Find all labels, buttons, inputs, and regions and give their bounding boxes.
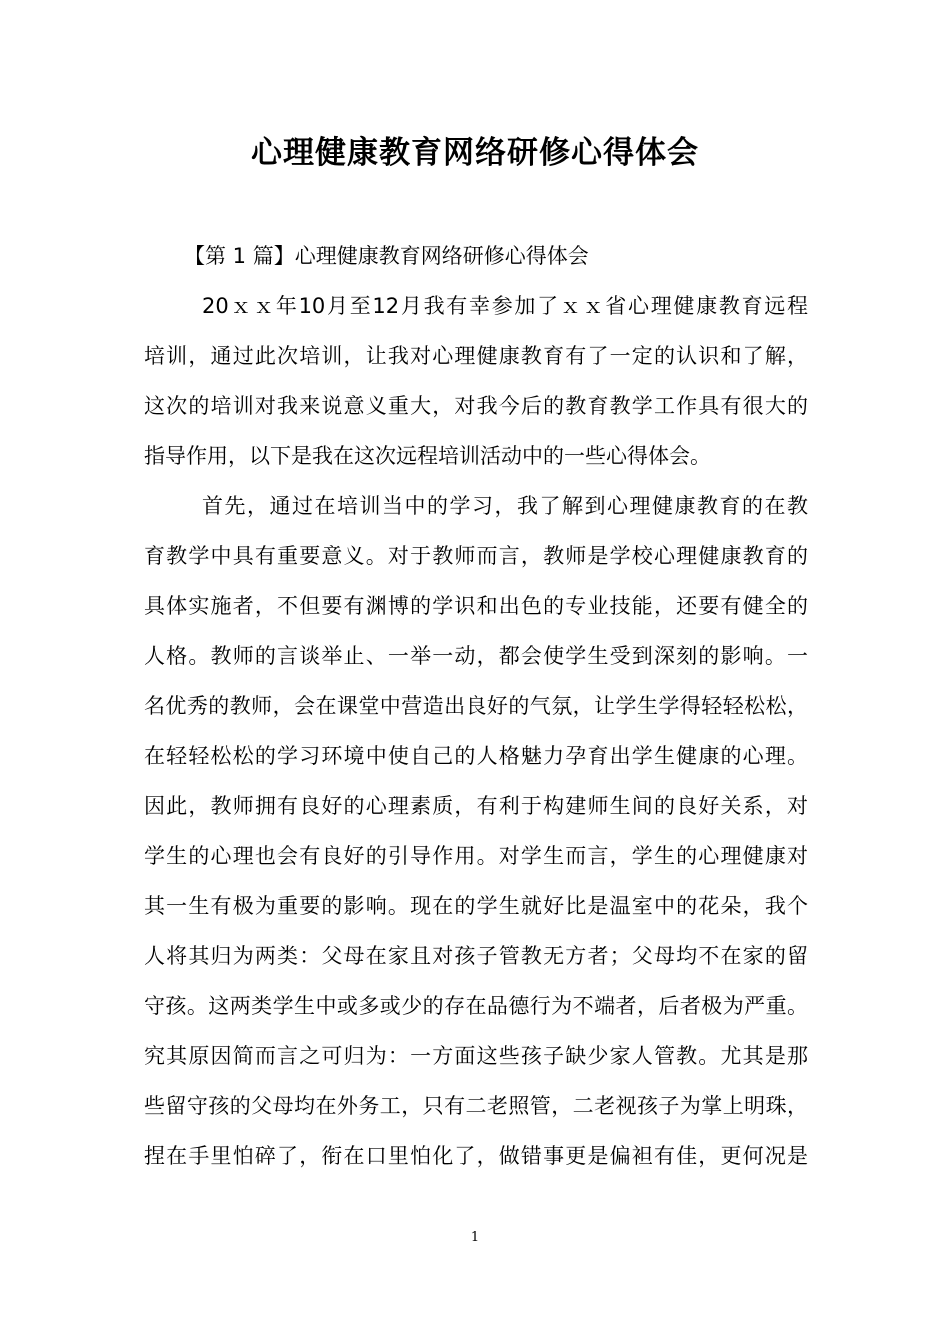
page-number: 1 <box>470 1230 480 1245</box>
paragraph-line: 具体实施者，不但要有渊博的学识和出色的专业技能，还要有健全的 <box>144 594 808 618</box>
document-body <box>144 231 808 1181</box>
paragraph-line: 指导作用，以下是我在这次远程培训活动中的一些心得体会。 <box>144 444 711 468</box>
paragraph-2 <box>144 481 808 1181</box>
paragraph-line: 些留守孩的父母均在外务工，只有二老照管，二老视孩子为掌上明珠， <box>144 1094 808 1118</box>
paragraph-line: 在轻轻松松的学习环境中使自己的人格魅力孕育出学生健康的心理。 <box>144 744 808 768</box>
paragraph-line: 培训，通过此次培训，让我对心理健康教育有了一定的认识和了解， <box>144 344 808 368</box>
paragraph-line: 这次的培训对我来说意义重大，对我今后的教育教学工作具有很大的 <box>144 394 808 418</box>
paragraph-1 <box>144 281 808 481</box>
paragraph-line: 育教学中具有重要意义。对于教师而言，教师是学校心理健康教育的 <box>144 544 808 568</box>
paragraph-line: 因此，教师拥有良好的心理素质，有利于构建师生间的良好关系，对 <box>144 794 808 818</box>
paragraph-line: 学生的心理也会有良好的引导作用。对学生而言，学生的心理健康对 <box>144 844 808 868</box>
paragraph-line: 捏在手里怕碎了，衔在口里怕化了，做错事更是偏袒有佳，更何况是 <box>144 1144 808 1168</box>
paragraph-line: 其一生有极为重要的影响。现在的学生就好比是温室中的花朵，我个 <box>144 894 808 918</box>
paragraph-line: 究其原因简而言之可归为：一方面这些孩子缺少家人管教。尤其是那 <box>144 1044 808 1068</box>
document-title: 心理健康教育网络研修心得体会 <box>251 134 699 171</box>
section-heading: 【第 1 篇】心理健康教育网络研修心得体会 <box>184 244 589 268</box>
paragraph-line: 名优秀的教师，会在课堂中营造出良好的气氛，让学生学得轻轻松松， <box>144 694 808 718</box>
paragraph-line: 20ｘｘ年10月至12月我有幸参加了ｘｘ省心理健康教育远程 <box>202 294 808 318</box>
paragraph-line: 人格。教师的言谈举止、一举一动，都会使学生受到深刻的影响。一 <box>144 644 808 668</box>
paragraph-line: 首先，通过在培训当中的学习，我了解到心理健康教育的在教 <box>202 494 808 518</box>
paragraph-line: 人将其归为两类：父母在家且对孩子管教无方者；父母均不在家的留 <box>144 944 808 968</box>
paragraph-line: 守孩。这两类学生中或多或少的存在品德行为不端者，后者极为严重。 <box>144 994 808 1018</box>
